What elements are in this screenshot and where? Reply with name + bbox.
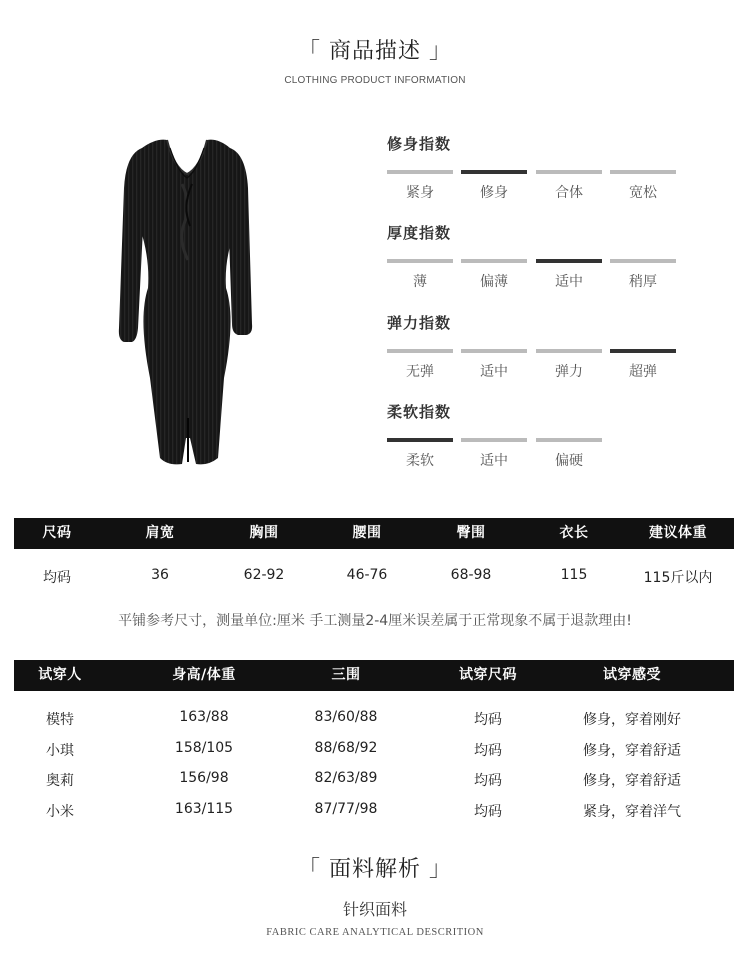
elasticity-index-option: 无弹 xyxy=(406,364,434,380)
tryon-cell: 均码 xyxy=(474,742,502,759)
fit-index-bar xyxy=(610,170,676,174)
tryon-header-measurements: 三围 xyxy=(331,667,361,683)
tryon-header-size: 试穿尺码 xyxy=(459,667,517,683)
tryon-header-person: 试穿人 xyxy=(38,667,82,683)
tryon-cell: 163/88 xyxy=(179,709,229,725)
tryon-cell: 158/105 xyxy=(174,739,234,756)
size-cell: 均码 xyxy=(43,570,71,586)
size-header-weight: 建议体重 xyxy=(649,525,707,541)
size-header-length: 衣长 xyxy=(559,525,589,541)
size-header-shoulder: 肩宽 xyxy=(145,525,175,541)
softness-index-option: 适中 xyxy=(480,453,508,469)
size-cell: 62-92 xyxy=(243,567,285,583)
tryon-cell: 修身，穿着舒适 xyxy=(583,742,681,759)
fit-index-bar xyxy=(387,170,453,174)
section-subtitle-product: CLOTHING PRODUCT INFORMATION xyxy=(284,75,466,86)
thickness-index-title: 厚度指数 xyxy=(387,224,452,242)
tryon-cell: 奥莉 xyxy=(46,773,74,789)
tryon-cell: 87/77/98 xyxy=(314,800,378,817)
tryon-cell: 均码 xyxy=(474,712,502,728)
thickness-index-bar xyxy=(387,259,453,263)
fit-index-option: 宽松 xyxy=(629,185,657,201)
tryon-cell: 156/98 xyxy=(179,770,229,786)
size-cell: 68-98 xyxy=(450,567,492,583)
elasticity-index-bar xyxy=(387,349,453,353)
product-dress-image xyxy=(112,128,262,473)
measurement-note: 平铺参考尺寸，测量单位:厘米 手工测量2-4厘米误差属于正常现象不属于退款理由! xyxy=(118,613,632,629)
size-header-hip: 臀围 xyxy=(456,525,486,541)
tryon-cell: 紧身，穿着洋气 xyxy=(583,803,681,820)
elasticity-index-option: 超弹 xyxy=(629,364,657,380)
thickness-index-option: 适中 xyxy=(555,274,583,290)
size-table-header xyxy=(14,518,734,549)
thickness-index-option: 偏薄 xyxy=(480,274,508,290)
fit-index-title: 修身指数 xyxy=(387,135,452,153)
softness-index-option: 偏硬 xyxy=(555,453,583,469)
thickness-index-bar xyxy=(610,259,676,263)
softness-index-bar xyxy=(387,438,453,442)
size-cell: 46-76 xyxy=(346,567,388,583)
elasticity-index-title: 弹力指数 xyxy=(387,314,452,332)
size-cell: 36 xyxy=(151,567,169,583)
tryon-cell: 小米 xyxy=(46,803,74,820)
fit-index-bar xyxy=(461,170,527,174)
elasticity-index-bar xyxy=(461,349,527,353)
size-cell: 115 xyxy=(560,567,588,583)
elasticity-index-bar xyxy=(536,349,602,353)
softness-index-bar xyxy=(461,438,527,442)
fit-index-option: 合体 xyxy=(555,185,583,201)
section-subtitle-fabric: FABRIC CARE ANALYTICAL DESCRITION xyxy=(266,927,484,938)
fit-index-option: 修身 xyxy=(480,185,508,201)
size-header-bust: 胸围 xyxy=(249,525,279,541)
thickness-index-bar xyxy=(536,259,602,263)
elasticity-index-option: 弹力 xyxy=(555,364,583,380)
tryon-cell: 均码 xyxy=(474,803,502,820)
tryon-cell: 修身，穿着刚好 xyxy=(583,712,681,728)
section-title-fabric: 「 面料解析 」 xyxy=(298,857,452,882)
elasticity-index-bar xyxy=(610,349,676,353)
tryon-cell: 82/63/89 xyxy=(314,770,378,786)
thickness-index-option: 稍厚 xyxy=(629,274,657,290)
size-header-size: 尺码 xyxy=(42,525,72,541)
tryon-cell: 小琪 xyxy=(46,742,74,759)
tryon-cell: 均码 xyxy=(474,773,502,789)
softness-index-bar xyxy=(536,438,602,442)
tryon-cell: 163/115 xyxy=(174,800,234,817)
tryon-cell: 模特 xyxy=(46,712,74,728)
size-header-waist: 腰围 xyxy=(352,525,382,541)
thickness-index-option: 薄 xyxy=(413,274,427,290)
elasticity-index-option: 适中 xyxy=(480,364,508,380)
tryon-table-header xyxy=(14,660,734,691)
size-cell: 115斤以内 xyxy=(643,570,713,586)
thickness-index-bar xyxy=(461,259,527,263)
tryon-cell: 83/60/88 xyxy=(314,709,378,725)
fabric-type: 针织面料 xyxy=(342,900,407,919)
softness-index-title: 柔软指数 xyxy=(387,403,452,421)
tryon-cell: 修身，穿着舒适 xyxy=(583,773,681,789)
tryon-header-height-weight: 身高/体重 xyxy=(172,667,236,683)
tryon-header-feeling: 试穿感受 xyxy=(603,667,661,683)
softness-index-option: 柔软 xyxy=(406,453,434,469)
fit-index-option: 紧身 xyxy=(406,185,434,201)
section-title-product: 「 商品描述 」 xyxy=(298,39,452,64)
fit-index-bar xyxy=(536,170,602,174)
tryon-cell: 88/68/92 xyxy=(314,739,378,756)
